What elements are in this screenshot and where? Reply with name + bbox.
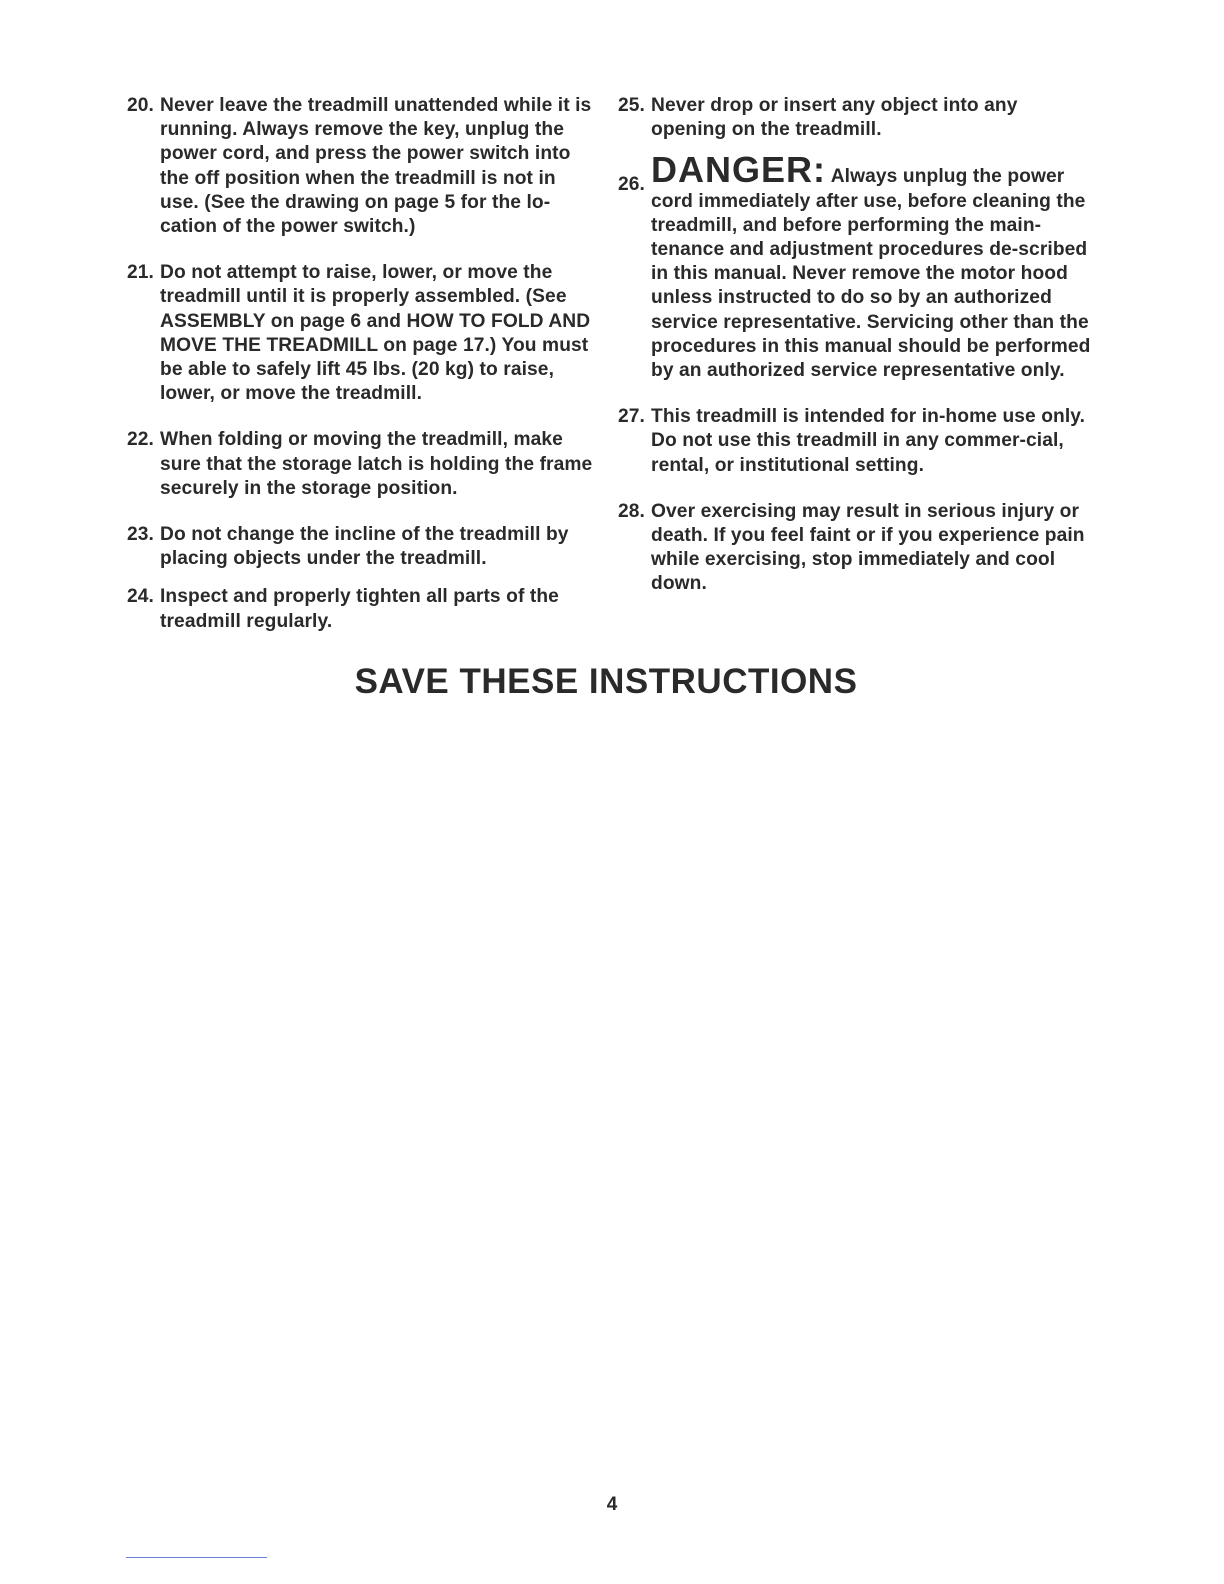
instruction-item-25 [618,94,1093,142]
item-number: 27. [618,406,645,428]
instruction-item-26-danger [618,149,1093,383]
save-instructions-heading [0,662,1224,702]
instruction-item-23 [127,523,597,571]
instruction-item-20 [127,94,597,239]
left-column [127,94,597,656]
item-text: Over exercising may result in serious injury or death. If you feel faint or if you experience pain while exercising, stop immediately and cool down. [651,500,1085,595]
item-text: When folding or moving the treadmill, make sure that the storage latch is holding the frame securely in the storage position. [160,429,593,499]
item-number: 24. [127,586,154,608]
item-number: 26. [618,174,645,196]
item-number: 23. [127,524,154,546]
item-text: This treadmill is intended for in-home use only. Do not use this treadmill in any commer-cial, rental, or institutional setting. [651,406,1086,476]
page-number: 4 [606,1494,618,1515]
item-text: Inspect and properly tighten all parts of the treadmill regularly. [160,586,559,632]
item-text: Never leave the treadmill unattended while it is running. Always remove the key, unplug the power cord, and press the power switch into the off position when the treadmill is not in use. (See the drawing on page 5 for the lo-cation of the power switch.) [160,95,592,238]
item-number: 21. [127,262,154,284]
instruction-item-27 [618,405,1093,478]
instruction-item-28 [618,500,1093,597]
item-text: Never drop or insert any object into any opening on the treadmill. [651,95,1018,141]
item-text: Do not change the incline of the treadmill by placing objects under the treadmill. [160,524,569,570]
heading-text: SAVE THESE INSTRUCTIONS [354,662,858,701]
instruction-item-21 [127,261,597,406]
item-number: 28. [618,500,645,522]
danger-text: Always unplug the power cord immediately after use, before cleaning the treadmill, and before performing the main-tenance and adjustment procedures de-scribed in this manual. Never remove the motor hood unless instructed to do so by an authorized service representative. Servicing other than the procedures in this manual should be performed by an authorized service representative only. [651,166,1091,382]
item-number: 20. [127,95,154,116]
footer-rule [126,1557,267,1558]
danger-label: DANGER: [651,149,826,191]
item-number: 25. [618,95,645,116]
instruction-item-24 [127,585,597,633]
item-text [651,149,1093,383]
instruction-item-22 [127,428,597,501]
item-number: 22. [127,429,154,451]
item-text: Do not attempt to raise, lower, or move the treadmill until it is properly assembled. (See ASSEMBLY on page 6 and HOW TO FOLD AND MOVE THE TREADMILL on page 17.) You must be able to safely lift 45 lbs. (20 kg) to raise, lower, or move the treadmill. [160,262,591,405]
right-column [618,94,1093,619]
